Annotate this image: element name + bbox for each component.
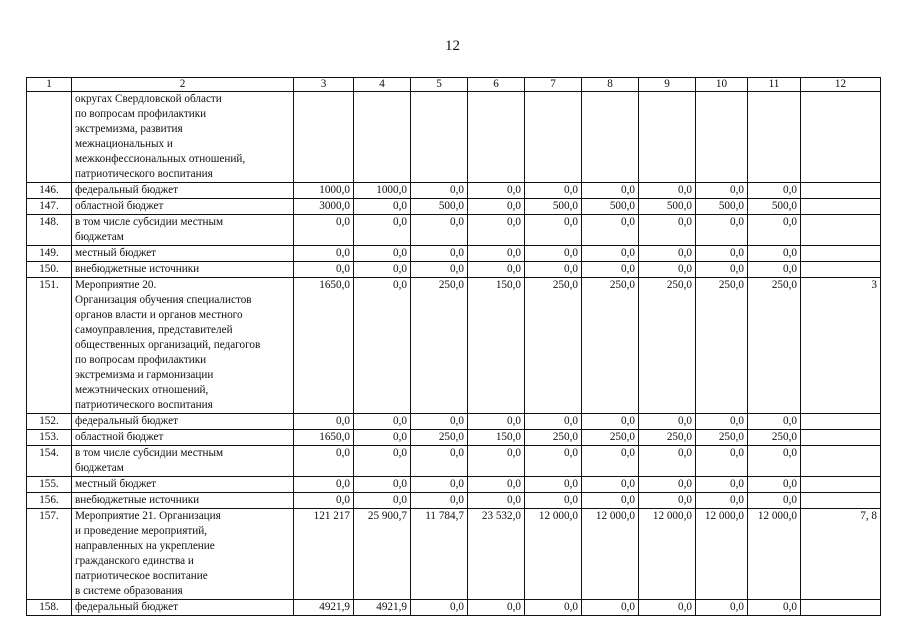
amount-cell: 0,0 [411, 414, 468, 430]
amount-cell: 0,0 [639, 477, 696, 493]
description-line: экстремизма, развития [75, 123, 183, 135]
column-header: 9 [639, 78, 696, 92]
amount-cell: 0,0 [294, 215, 354, 246]
amount-cell: 0,0 [525, 215, 582, 246]
amount-cell: 0,0 [582, 493, 639, 509]
amount-cell: 0,0 [468, 183, 525, 199]
table-row [27, 215, 881, 246]
amount-cell: 500,0 [411, 199, 468, 215]
amount-cell: 0,0 [582, 183, 639, 199]
description-line: в системе образования [75, 585, 183, 597]
amount-cell: 0,0 [582, 262, 639, 278]
amount-cell: 0,0 [696, 246, 748, 262]
column-header: 4 [354, 78, 411, 92]
target-reference [801, 262, 881, 278]
amount-cell [525, 92, 582, 183]
amount-cell: 0,0 [525, 414, 582, 430]
row-number: 154. [27, 446, 72, 477]
description-line: межэтнических отношений, [75, 384, 209, 396]
target-reference [801, 414, 881, 430]
description-line: бюджетам [75, 231, 124, 243]
amount-cell: 0,0 [468, 477, 525, 493]
table-row [27, 199, 881, 215]
table-row [27, 246, 881, 262]
amount-cell: 250,0 [639, 278, 696, 414]
amount-cell: 0,0 [696, 414, 748, 430]
amount-cell: 0,0 [696, 183, 748, 199]
amount-cell: 0,0 [525, 262, 582, 278]
table-row [27, 509, 881, 600]
row-description [72, 430, 294, 446]
amount-cell: 121 217 [294, 509, 354, 600]
target-reference [801, 493, 881, 509]
column-header: 6 [468, 78, 525, 92]
description-line: органов власти и органов местного [75, 309, 243, 321]
column-header: 10 [696, 78, 748, 92]
target-reference [801, 477, 881, 493]
amount-cell: 0,0 [294, 246, 354, 262]
description-line: Мероприятие 20. [75, 279, 157, 291]
amount-cell: 250,0 [696, 430, 748, 446]
amount-cell: 0,0 [294, 262, 354, 278]
amount-cell: 0,0 [748, 477, 801, 493]
amount-cell: 0,0 [696, 477, 748, 493]
amount-cell: 0,0 [748, 414, 801, 430]
amount-cell: 250,0 [411, 278, 468, 414]
amount-cell: 0,0 [582, 414, 639, 430]
amount-cell: 0,0 [639, 262, 696, 278]
amount-cell [696, 92, 748, 183]
amount-cell: 0,0 [294, 477, 354, 493]
amount-cell [294, 92, 354, 183]
amount-cell: 12 000,0 [525, 509, 582, 600]
amount-cell: 500,0 [696, 199, 748, 215]
row-number: 157. [27, 509, 72, 600]
target-reference [801, 446, 881, 477]
amount-cell: 0,0 [468, 493, 525, 509]
row-number: 153. [27, 430, 72, 446]
amount-cell: 0,0 [748, 215, 801, 246]
amount-cell: 0,0 [582, 600, 639, 616]
column-header: 7 [525, 78, 582, 92]
description-line: межнациональных и [75, 138, 173, 150]
amount-cell: 0,0 [294, 414, 354, 430]
table-row [27, 92, 881, 183]
row-number: 158. [27, 600, 72, 616]
description-line: местный бюджет [75, 247, 157, 259]
description-line: Организация обучения специалистов [75, 294, 252, 306]
amount-cell: 0,0 [582, 477, 639, 493]
table-row [27, 477, 881, 493]
amount-cell: 1000,0 [294, 183, 354, 199]
amount-cell: 0,0 [354, 430, 411, 446]
description-line: межконфессиональных отношений, [75, 153, 246, 165]
amount-cell: 500,0 [639, 199, 696, 215]
amount-cell: 250,0 [582, 278, 639, 414]
description-line: федеральный бюджет [75, 184, 178, 196]
amount-cell: 0,0 [468, 215, 525, 246]
amount-cell: 500,0 [582, 199, 639, 215]
amount-cell: 1650,0 [294, 430, 354, 446]
description-line: областной бюджет [75, 431, 164, 443]
amount-cell: 0,0 [354, 493, 411, 509]
row-number: 152. [27, 414, 72, 430]
amount-cell: 0,0 [582, 215, 639, 246]
amount-cell: 4921,9 [294, 600, 354, 616]
amount-cell: 0,0 [582, 246, 639, 262]
row-number: 151. [27, 278, 72, 414]
amount-cell: 0,0 [411, 262, 468, 278]
amount-cell [582, 92, 639, 183]
description-line: и проведение мероприятий, [75, 525, 207, 537]
row-description [72, 262, 294, 278]
amount-cell: 0,0 [354, 199, 411, 215]
target-reference [801, 215, 881, 246]
column-header: 5 [411, 78, 468, 92]
description-line: местный бюджет [75, 478, 157, 490]
amount-cell: 0,0 [582, 446, 639, 477]
amount-cell: 0,0 [525, 493, 582, 509]
row-description [72, 278, 294, 414]
description-line: гражданского единства и [75, 555, 194, 567]
amount-cell: 0,0 [639, 446, 696, 477]
amount-cell: 0,0 [354, 414, 411, 430]
row-description [72, 493, 294, 509]
amount-cell: 0,0 [748, 246, 801, 262]
amount-cell: 250,0 [411, 430, 468, 446]
amount-cell: 3000,0 [294, 199, 354, 215]
description-line: в том числе субсидии местным [75, 216, 224, 228]
amount-cell: 0,0 [525, 246, 582, 262]
amount-cell: 0,0 [639, 600, 696, 616]
description-line: областной бюджет [75, 200, 164, 212]
amount-cell: 4921,9 [354, 600, 411, 616]
column-header: 2 [72, 78, 294, 92]
column-header: 1 [27, 78, 72, 92]
amount-cell: 0,0 [468, 446, 525, 477]
row-description [72, 446, 294, 477]
description-line: общественных организаций, педагогов [75, 339, 261, 351]
amount-cell: 0,0 [354, 477, 411, 493]
amount-cell: 0,0 [525, 446, 582, 477]
table-row [27, 278, 881, 414]
table-row [27, 430, 881, 446]
amount-cell: 0,0 [411, 183, 468, 199]
amount-cell: 1000,0 [354, 183, 411, 199]
amount-cell: 0,0 [639, 246, 696, 262]
target-reference [801, 430, 881, 446]
row-description [72, 414, 294, 430]
amount-cell: 250,0 [525, 430, 582, 446]
amount-cell: 0,0 [411, 477, 468, 493]
row-number: 147. [27, 199, 72, 215]
description-line: в том числе субсидии местным [75, 447, 224, 459]
target-reference [801, 183, 881, 199]
row-number: 148. [27, 215, 72, 246]
table-row [27, 183, 881, 199]
description-line: внебюджетные источники [75, 494, 200, 506]
amount-cell: 500,0 [748, 199, 801, 215]
amount-cell: 0,0 [468, 600, 525, 616]
amount-cell: 250,0 [696, 278, 748, 414]
budget-table [26, 77, 881, 616]
row-description [72, 215, 294, 246]
column-number-row [27, 78, 881, 92]
amount-cell: 0,0 [411, 446, 468, 477]
amount-cell [354, 92, 411, 183]
description-line: патриотического воспитания [75, 399, 213, 411]
amount-cell: 0,0 [748, 600, 801, 616]
amount-cell: 0,0 [639, 493, 696, 509]
amount-cell: 0,0 [696, 446, 748, 477]
amount-cell [639, 92, 696, 183]
amount-cell: 0,0 [696, 262, 748, 278]
description-line: Мероприятие 21. Организация [75, 510, 221, 522]
amount-cell: 0,0 [354, 278, 411, 414]
amount-cell: 250,0 [525, 278, 582, 414]
amount-cell: 250,0 [582, 430, 639, 446]
description-line: федеральный бюджет [75, 601, 178, 613]
table-row [27, 446, 881, 477]
amount-cell: 0,0 [748, 262, 801, 278]
amount-cell: 0,0 [411, 246, 468, 262]
amount-cell: 0,0 [748, 493, 801, 509]
description-line: по вопросам профилактики [75, 108, 207, 120]
amount-cell: 0,0 [748, 446, 801, 477]
row-number: 146. [27, 183, 72, 199]
row-number: 156. [27, 493, 72, 509]
amount-cell: 0,0 [748, 183, 801, 199]
amount-cell: 0,0 [354, 215, 411, 246]
row-description [72, 477, 294, 493]
description-line: экстремизма и гармонизации [75, 369, 214, 381]
amount-cell: 0,0 [354, 246, 411, 262]
amount-cell: 0,0 [639, 414, 696, 430]
description-line: патриотического воспитания [75, 168, 213, 180]
amount-cell: 0,0 [411, 600, 468, 616]
amount-cell: 0,0 [696, 493, 748, 509]
amount-cell [468, 92, 525, 183]
table-row [27, 493, 881, 509]
table-row [27, 414, 881, 430]
amount-cell: 0,0 [696, 600, 748, 616]
description-line: округах Свердловской области [75, 93, 222, 105]
amount-cell: 25 900,7 [354, 509, 411, 600]
row-description [72, 600, 294, 616]
amount-cell: 150,0 [468, 430, 525, 446]
target-reference [801, 600, 881, 616]
row-description [72, 92, 294, 183]
amount-cell: 0,0 [411, 493, 468, 509]
column-header: 11 [748, 78, 801, 92]
amount-cell: 12 000,0 [748, 509, 801, 600]
target-reference [801, 246, 881, 262]
amount-cell: 250,0 [748, 430, 801, 446]
column-header: 3 [294, 78, 354, 92]
description-line: федеральный бюджет [75, 415, 178, 427]
amount-cell [411, 92, 468, 183]
page-number: 12 [445, 38, 460, 54]
target-reference: 3 [801, 278, 881, 414]
amount-cell [748, 92, 801, 183]
amount-cell: 0,0 [639, 183, 696, 199]
row-number: 150. [27, 262, 72, 278]
row-description [72, 183, 294, 199]
amount-cell: 250,0 [748, 278, 801, 414]
amount-cell: 0,0 [468, 246, 525, 262]
amount-cell: 0,0 [468, 262, 525, 278]
description-line: внебюджетные источники [75, 263, 200, 275]
amount-cell: 0,0 [411, 215, 468, 246]
row-description [72, 199, 294, 215]
amount-cell: 12 000,0 [639, 509, 696, 600]
amount-cell: 0,0 [639, 215, 696, 246]
row-number [27, 92, 72, 183]
amount-cell: 500,0 [525, 199, 582, 215]
row-number: 149. [27, 246, 72, 262]
column-header: 8 [582, 78, 639, 92]
description-line: самоуправления, представителей [75, 324, 233, 336]
column-header: 12 [801, 78, 881, 92]
amount-cell: 0,0 [354, 262, 411, 278]
amount-cell: 0,0 [696, 215, 748, 246]
amount-cell: 12 000,0 [696, 509, 748, 600]
row-description [72, 246, 294, 262]
description-line: направленных на укрепление [75, 540, 215, 552]
target-reference [801, 92, 881, 183]
amount-cell: 0,0 [525, 183, 582, 199]
description-line: патриотическое воспитание [75, 570, 208, 582]
amount-cell: 150,0 [468, 278, 525, 414]
target-reference [801, 199, 881, 215]
row-description [72, 509, 294, 600]
amount-cell: 0,0 [294, 446, 354, 477]
amount-cell: 1650,0 [294, 278, 354, 414]
amount-cell: 23 532,0 [468, 509, 525, 600]
amount-cell: 12 000,0 [582, 509, 639, 600]
target-reference: 7, 8 [801, 509, 881, 600]
description-line: по вопросам профилактики [75, 354, 207, 366]
amount-cell: 0,0 [525, 477, 582, 493]
amount-cell: 0,0 [525, 600, 582, 616]
amount-cell: 0,0 [354, 446, 411, 477]
table-row [27, 262, 881, 278]
amount-cell: 250,0 [639, 430, 696, 446]
amount-cell: 0,0 [468, 414, 525, 430]
row-number: 155. [27, 477, 72, 493]
description-line: бюджетам [75, 462, 124, 474]
amount-cell: 11 784,7 [411, 509, 468, 600]
amount-cell: 0,0 [294, 493, 354, 509]
amount-cell: 0,0 [468, 199, 525, 215]
table-row [27, 600, 881, 616]
